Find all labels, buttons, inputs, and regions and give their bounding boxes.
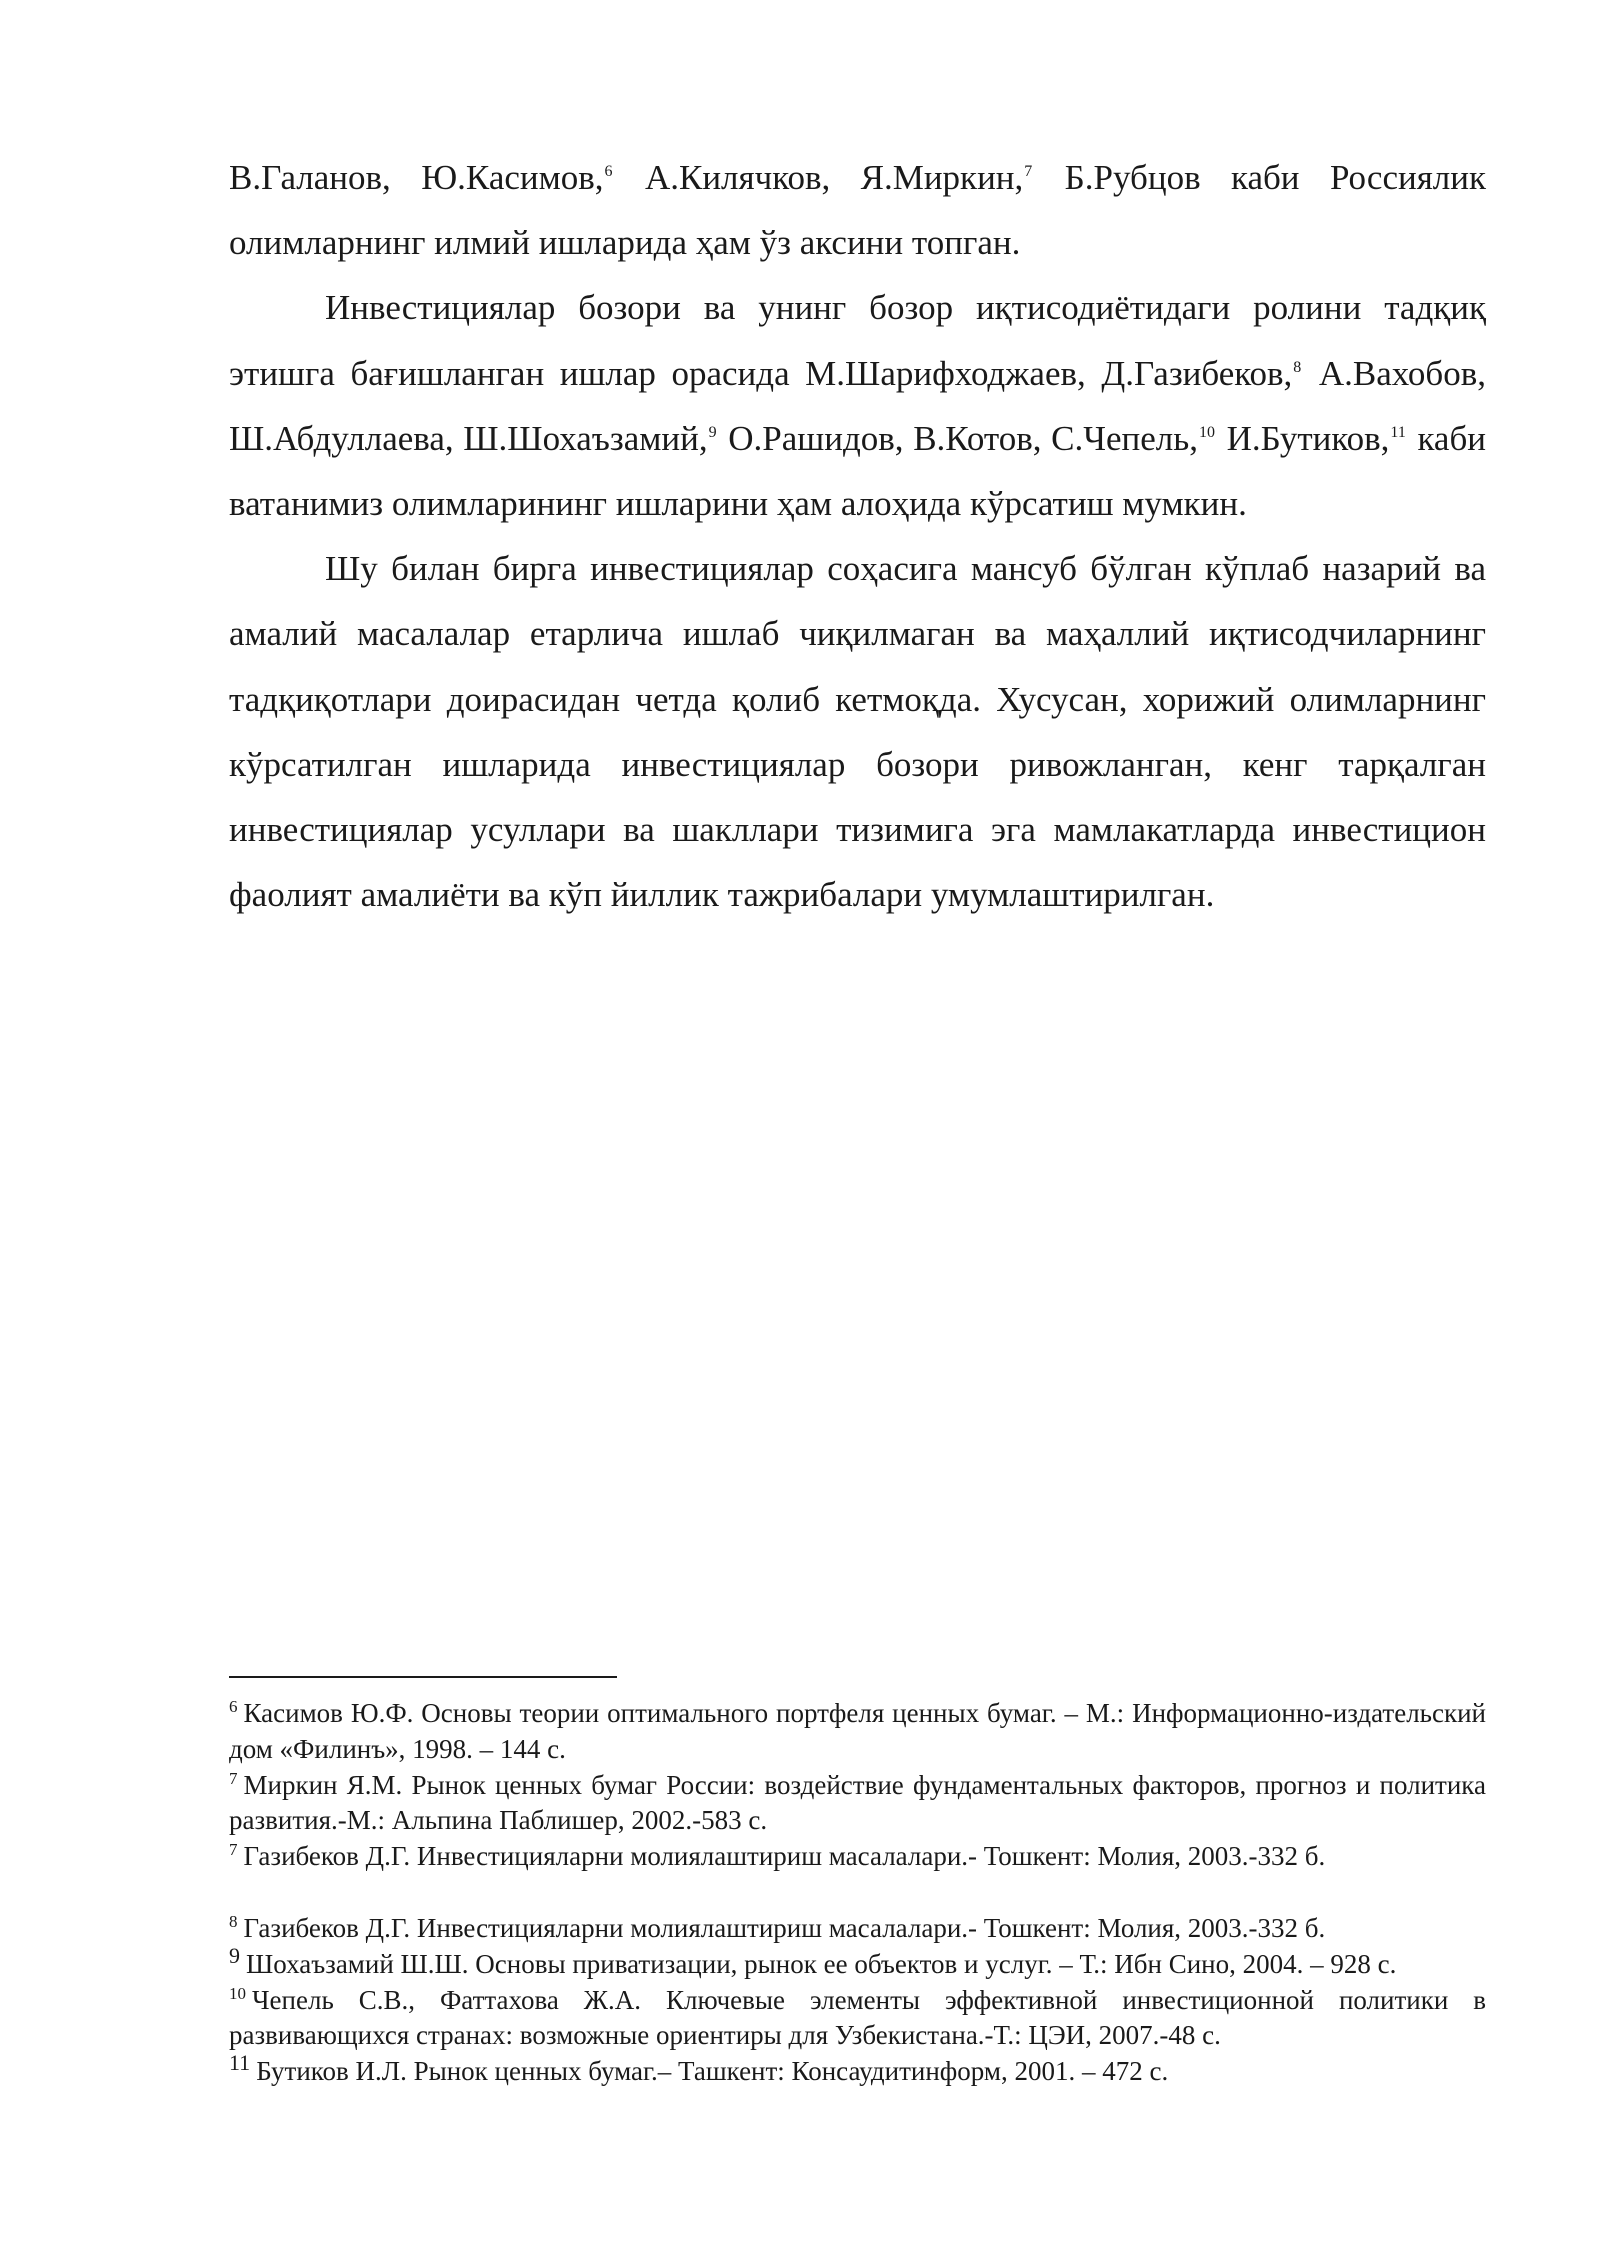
footnote-text: Чепель С.В., Фаттахова Ж.А. Ключевые элементы эффективной инвестиционной политики в развивающихся странах: возможные ориентиры для Узбекистана.-Т.: ЦЭИ, 2007.-48 с.: [229, 1984, 1486, 2051]
footnote-number: 8: [229, 1911, 238, 1931]
paragraph-2-part-2: А.Вахобов, Ш.Абдуллаева, Ш.Шохаъзамий,: [229, 353, 1486, 458]
footnote-ref-11[interactable]: 11: [1390, 424, 1406, 442]
footnote-text: Бутиков И.Л. Рынок ценных бумаг.– Ташкент: Консаудитинформ, 2001. – 472 с.: [256, 2056, 1169, 2087]
paragraph-2-part-5: каби ватанимиз олимларининг ишларини ҳам алоҳида кўрсатиш мумкин.: [229, 418, 1487, 524]
footnote-number: 7: [229, 1768, 238, 1788]
footnote-ref-8[interactable]: 8: [1293, 358, 1302, 376]
paragraph-2-part-3: О.Рашидов, В.Котов, С.Чепель,: [718, 418, 1198, 458]
paragraph-1: [229, 145, 1486, 275]
paragraph-1-part-2: А.Килячков, Я.Миркин,: [614, 158, 1024, 197]
footnotes: [229, 1696, 1486, 2090]
footnote-8: [229, 1911, 1486, 1947]
paragraph-1-part-1: В.Галанов, Ю.Касимов,: [229, 158, 604, 197]
footnote-6: [229, 1696, 1486, 1768]
paragraph-2: [229, 275, 1486, 536]
footnote-text: Газибеков Д.Г. Инвестицияларни молиялаштириш масалалари.- Тошкент: Молия, 2003.-332 б.: [243, 1841, 1326, 1872]
footnote-7-duplicate: [229, 1839, 1486, 1875]
footnote-separator: [229, 1676, 617, 1678]
footnote-number: 9: [229, 1942, 240, 1968]
footnote-ref-6[interactable]: 6: [604, 163, 613, 181]
footnote-text: Шохаъзамий Ш.Ш. Основы приватизации, рынок ее объектов и услуг. – Т.: Ибн Сино, 2004. – 928 с.: [246, 1948, 1397, 1979]
footnote-number: 7: [229, 1840, 238, 1860]
footnote-9: [229, 1942, 1486, 1983]
paragraph-1-part-3: Б.Рубцов каби Россиялик олимларнинг илмий ишларида ҳам ўз аксини топган.: [229, 158, 1487, 263]
footnote-ref-10[interactable]: 10: [1199, 424, 1215, 442]
footnote-ref-9[interactable]: 9: [708, 424, 717, 442]
paragraph-3: Шу билан бирга инвестициялар соҳасига мансуб бўлган кўплаб назарий ва амалий масалалар етарлича ишлаб чиқилмаган ва маҳаллий иқтисодчиларнинг тадқиқотлари доирасидан четда қолиб кетмоқда. Хусусан, хорижий олимларнинг кўрсатилган ишларида инвестициялар бозори ривожланган, кенг тарқалган инвестициялар усуллари ва шакллари тизимига эга мамлакатларда инвестицион фаолият амалиёти ва кўп йиллик тажрибалари умумлаштирилган.: [229, 549, 1486, 915]
paragraph-2-part-1: Инвестициялар бозори ва унинг бозор иқтисодиётидаги ролини тадқиқ этишга бағишланган ишлар орасида М.Шарифходжаев, Д.Газибеков,: [229, 288, 1486, 393]
footnote-number: 10: [229, 1983, 246, 2003]
footnote-number: 6: [229, 1697, 238, 1716]
footnote-text: Касимов Ю.Ф. Основы теории оптимального портфеля ценных бумаг. – М.: Информационно-издательский дом «Филинъ», 1998. – 144 с.: [229, 1698, 1486, 1764]
main-text: [229, 145, 1486, 927]
footnote-10: [229, 1983, 1486, 2055]
footnote-11: [229, 2050, 1486, 2090]
footnote-number: 11: [229, 2050, 251, 2076]
footnote-text: Газибеков Д.Г. Инвестицияларни молиялаштириш масалалари.- Тошкент: Молия, 2003.-332 б.: [243, 1912, 1326, 1943]
footnote-7: [229, 1768, 1486, 1840]
footnote-ref-7[interactable]: 7: [1024, 163, 1033, 181]
footnote-text: Миркин Я.М. Рынок ценных бумаг России: воздействие фундаментальных факторов, прогноз и политика развития.-М.: Альпина Паблишер, 2002.-583 с.: [229, 1769, 1486, 1836]
paragraph-2-part-4: И.Бутиков,: [1217, 418, 1390, 458]
